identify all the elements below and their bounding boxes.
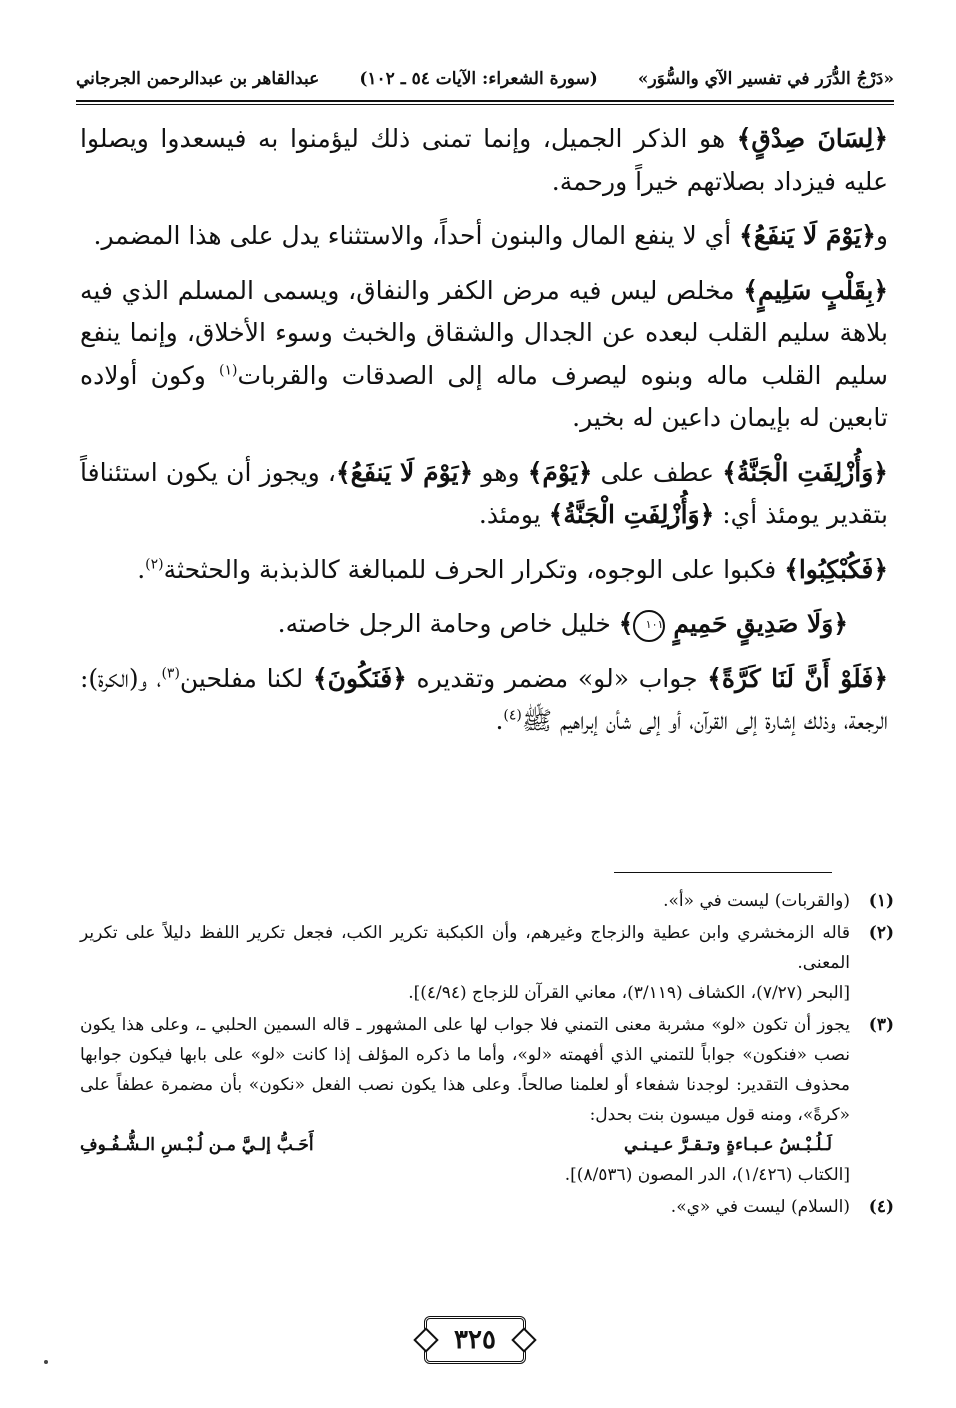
footnote-number: (٢) [868, 923, 894, 943]
footnote-ref-3[interactable]: (٣) [161, 665, 180, 682]
main-text [80, 118, 888, 755]
running-header [76, 62, 894, 96]
quran-quote: ﴿وَأُزْلِفَتِ الْجَنَّةُ﴾ [722, 457, 888, 487]
commentary: وهو [473, 457, 528, 487]
commentary: لكنا مفلحين [179, 663, 313, 693]
punctuation: . [137, 554, 146, 584]
header-rule [76, 100, 894, 105]
footnote-2 [80, 918, 894, 1008]
paragraph-5 [80, 549, 888, 592]
quran-quote: ﴿يَوْمَ لَا يَنفَعُ﴾ [739, 221, 876, 250]
footnote-separator [614, 872, 832, 873]
footnote-number: (٤) [868, 1197, 894, 1217]
footnote-citation: [الكتاب (١/٤٢٦)، الدر المصون (٨/٥٣٦)]. [564, 1165, 850, 1185]
paragraph-2 [80, 215, 888, 258]
punctuation: . [495, 706, 504, 735]
commentary: وكون أولاده تابعين له بإيمان داعين له بخير. [80, 360, 888, 432]
commentary: خليل خاص وحامة الرجل خاصته. [277, 609, 619, 638]
scan-speck [44, 1360, 48, 1364]
paragraph-4 [80, 452, 888, 537]
verse-second-hemistich: أَحَـبُّ إلـيَّ مـن لُـبْـسِ الـشُّـفُـوفِ [80, 1135, 314, 1155]
footnote-text: قاله الزمخشري وابن عطية والزجاج وغيرهم، وأن الكبكبة تكرير الكب، فجعل تكرير اللفظ دليلاً على تكرير المعنى. [80, 923, 850, 973]
verse-first-hemistich: لَـلُـبْـسُ عـبـاءةٍ وتـقـرَّ عـيـنـي [623, 1135, 832, 1155]
footnote-1 [80, 886, 894, 916]
quran-quote: ﴿يَوْمَ لَا يَنفَعُ﴾ [335, 457, 474, 487]
footnote-text: (السلام) ليست في «ي». [670, 1197, 850, 1217]
footnote-ref-4[interactable]: (٤) [503, 707, 522, 724]
commentary: يومئذ. [478, 500, 549, 529]
commentary: ، و(الكرة): الرجعة، وذلك إشارة إلى القرآن، أو إلى شأن إبراهيم [80, 663, 888, 735]
footnote-number: (٣) [868, 1015, 894, 1035]
commentary: جواب «لو» مضمر وتقديره [406, 663, 708, 693]
header-book-title: «دَرْجُ الدُّرَر في تفسير الآي والسُّوَر» [637, 69, 894, 89]
commentary: مخلص ليس فيه مرض الكفر والنفاق، ويسمى المسلم الذي فيه بلاهة سليم القلب لبعده عن الجدال والشقاق والخبث وسوء الأخلاق، وإنما ينفع سليم القلب ماله وبنوه ليصرف ماله إلى الصدقات والقربات [80, 275, 889, 390]
header-author: عبدالقاهر بن عبدالرحمن الجرجاني [76, 69, 320, 89]
footnote-ref-2[interactable]: (٢) [145, 556, 164, 573]
paragraph-3 [80, 270, 888, 440]
quran-quote: ﴿بِقَلْبٍ سَلِيمٍ﴾ [743, 275, 888, 305]
footnote-3 [80, 1010, 894, 1190]
quran-close: ﴾ [618, 609, 634, 638]
footnote-number: (١) [868, 891, 894, 911]
commentary: عطف على [592, 457, 723, 487]
quran-quote: ﴿وَلَا صَدِيقٍ حَمِيمٍ [673, 609, 848, 638]
footnote-4 [80, 1192, 894, 1222]
page-number: ٣٢٥ [424, 1316, 526, 1364]
poetry-verse [80, 1130, 850, 1160]
paragraph-1 [80, 118, 888, 203]
commentary: هو الذكر الجميل، وإنما تمنى ذلك ليؤمنوا به فيسعدوا ويصلوا عليه فيزداد بصلاتهم خيراً ورحمة. [80, 124, 888, 196]
paragraph-7 [80, 658, 888, 743]
quran-quote: ﴿فَلَوْ أَنَّ لَنَا كَرَّةً﴾ [707, 663, 888, 693]
quran-quote: ﴿فَكُبْكِبُوا﴾ [784, 554, 888, 584]
quran-quote: ﴿فَنَكُونَ﴾ [312, 663, 407, 693]
paragraph-6 [80, 603, 888, 646]
quran-quote: ﴿وَأُزْلِفَتِ الْجَنَّةُ﴾ [548, 500, 715, 529]
honorific-icon: ﷺ [521, 706, 561, 735]
commentary: فكبوا على الوجوه، وتكرار الحرف للمبالغة كالذبذبة والحثحثة [163, 554, 785, 584]
conjunction: و [875, 221, 888, 250]
header-surah-range: (سورة الشعراء: الآيات ٥٤ ـ ١٠٢) [359, 69, 598, 89]
footnotes [80, 886, 894, 1224]
footnote-text: (والقربات) ليست في «أ». [663, 891, 850, 911]
ayah-number-icon: ١٠١ [633, 610, 665, 642]
footnote-citation: [البحر (٧/٢٧)، الكشاف (٣/١١٩)، معاني القرآن للزجاج (٤/٩٤)]. [408, 983, 850, 1003]
footnote-ref-1[interactable]: (١) [218, 362, 238, 379]
footnote-text: يجوز أن تكون «لو» مشربة معنى التمني فلا جواب لها على المشهور ـ قاله السمين الحلبي ـ، وعلى هذا يكون نصب «فنكون» جواباً للتمني الذي أفهمته «لو»، وأما ما ذكره المؤلف إذا كانت «لو» على بابها فيكون جوابها محذوف التقدير: لوجدنا شفعاء أو لعلمنا صالحاً. وعلى هذا يكون نصب الفعل «نكون» بأن مضمرة عطفاً على «كرةً»، ومنه قول ميسون بنت بحدل: [80, 1015, 850, 1125]
commentary: ، ويجوز أن يكون استئنافاً بتقدير يومئذ أي: [80, 457, 888, 529]
quran-quote: ﴿لِسَانَ صِدْقٍ﴾ [736, 124, 888, 153]
commentary: أي لا ينفع المال والبنون أحداً، والاستثناء يدل على هذا المضمر. [93, 221, 740, 250]
quran-quote: ﴿يَوْمَ﴾ [527, 457, 593, 487]
